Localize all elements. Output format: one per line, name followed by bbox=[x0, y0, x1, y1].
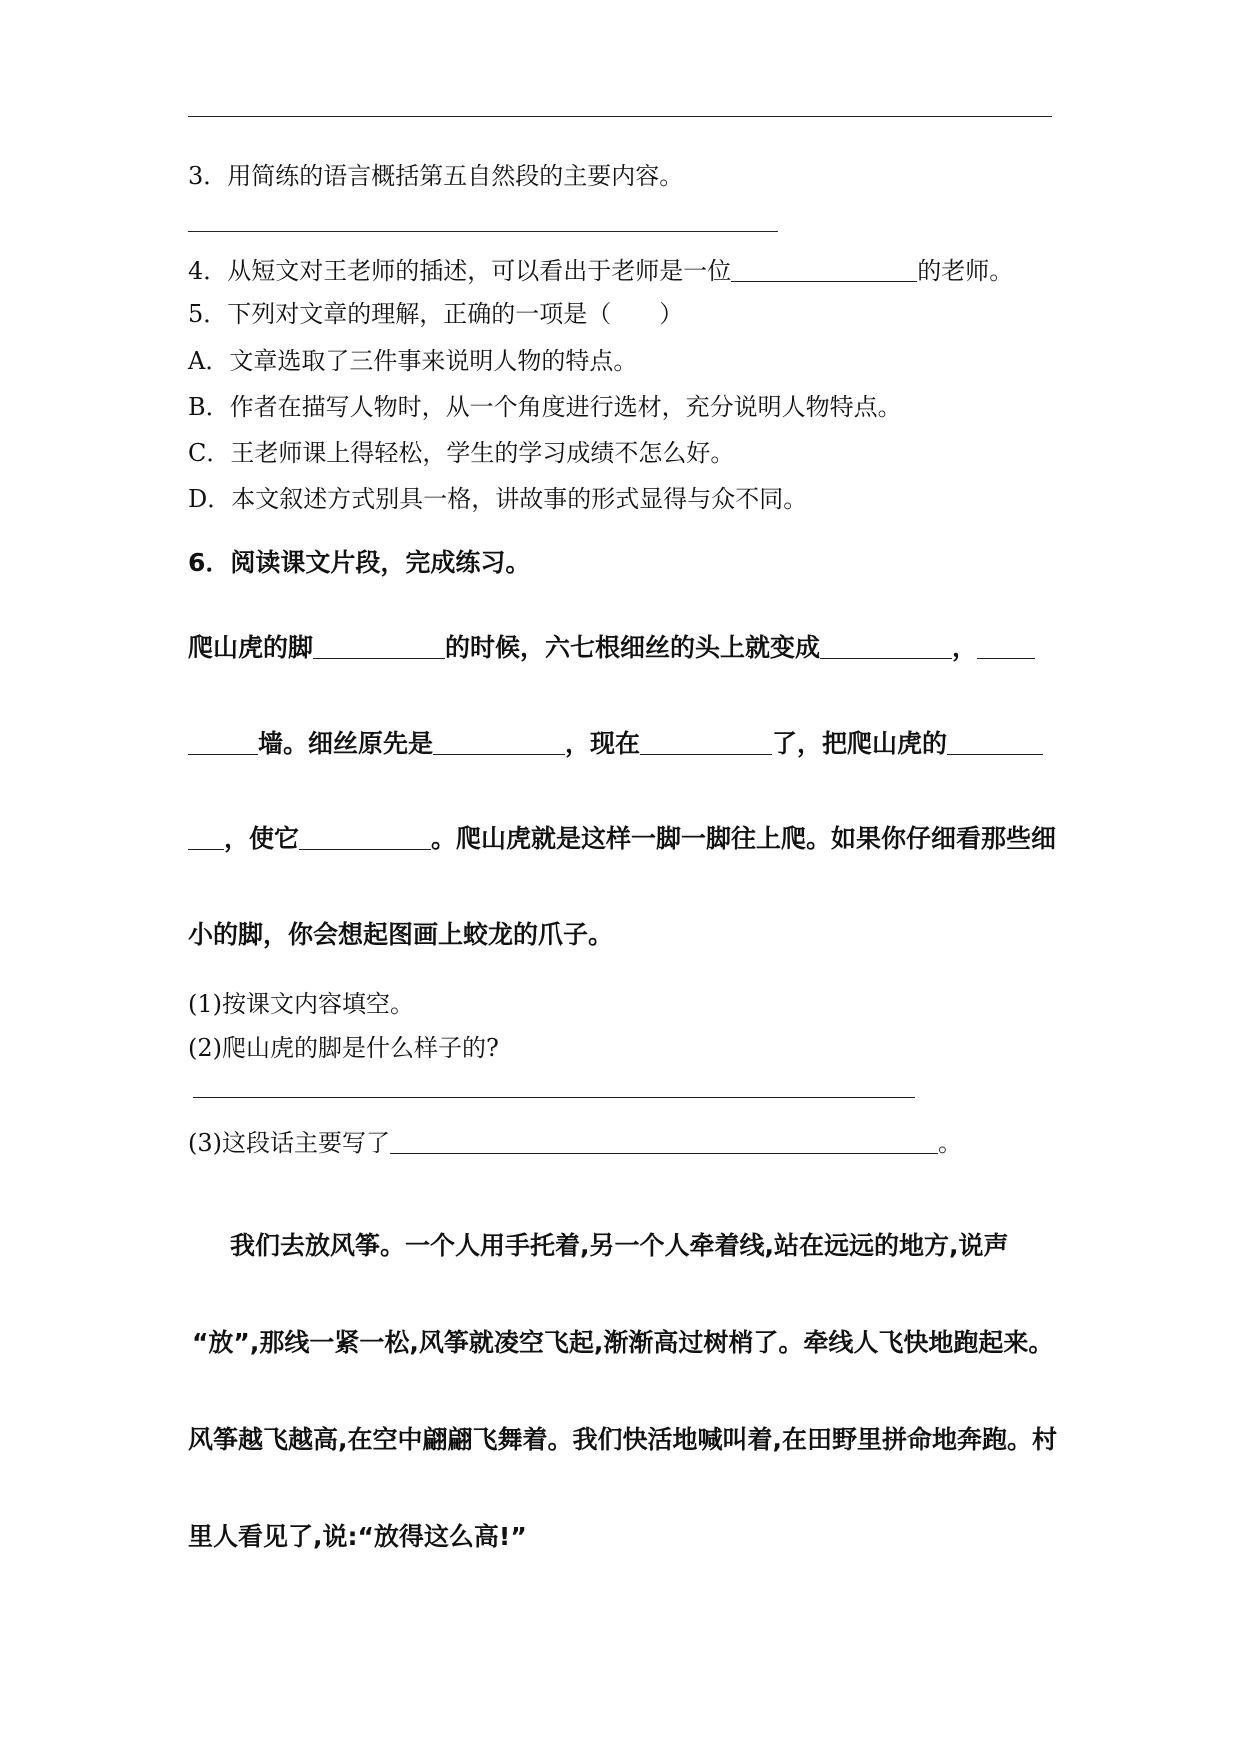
option-c: C．王老师课上得轻松，学生的学习成绩不怎么好。 bbox=[188, 439, 735, 467]
passage-blank-2 bbox=[820, 632, 952, 659]
passage-line-4: 小的脚，你会想起图画上蛟龙的爪子。 bbox=[188, 920, 614, 949]
passage-text: 。爬山虎就是这样一脚一脚往上爬。如果你仔细看那些细 bbox=[431, 824, 1057, 853]
option-d: D．本文叙述方式别具一格，讲故事的形式显得与众不同。 bbox=[188, 485, 808, 513]
answer-blank-q4 bbox=[731, 255, 917, 282]
answer-line-top bbox=[188, 116, 1052, 117]
passage-blank-3-continued bbox=[188, 728, 258, 755]
kite-passage-line-1: 我们去放风筝。一个人用手托着,另一个人牵着线,站在远远的地方,说声 bbox=[230, 1231, 1009, 1260]
question-6-title: 6．阅读课文片段，完成练习。 bbox=[188, 548, 531, 577]
sub-question-1: (1)按课文内容填空。 bbox=[188, 990, 414, 1018]
sub-question-3-text-before: (3)这段话主要写了 bbox=[188, 1129, 390, 1157]
passage-text: 墙。细丝原先是 bbox=[258, 729, 434, 758]
question-4-text-after: 的老师。 bbox=[917, 257, 1014, 285]
sub-question-3 bbox=[188, 1127, 962, 1158]
sub-question-3-text-after: 。 bbox=[938, 1129, 962, 1157]
passage-text: ，使它 bbox=[224, 824, 300, 853]
kite-passage-line-4: 里人看见了,说:“放得这么高!” bbox=[188, 1522, 527, 1551]
answer-line-q3 bbox=[188, 231, 778, 232]
option-b: B．作者在描写人物时，从一个角度进行选材，充分说明人物特点。 bbox=[188, 393, 902, 421]
passage-blank-3 bbox=[977, 632, 1035, 659]
passage-blank-4 bbox=[433, 728, 565, 755]
passage-blank-6-continued bbox=[188, 823, 224, 850]
passage-blank-5 bbox=[640, 728, 772, 755]
answer-line-sub2 bbox=[193, 1097, 915, 1098]
passage-blank-7 bbox=[299, 823, 431, 850]
answer-blank-sub3 bbox=[390, 1127, 938, 1154]
question-5-stem: 5．下列对文章的理解，正确的一项是（ ） bbox=[188, 300, 684, 328]
kite-passage-line-3: 风筝越飞越高,在空中翩翩飞舞着。我们快活地喊叫着,在田野里拼命地奔跑。村 bbox=[188, 1425, 1057, 1454]
kite-passage-line-2: “放”,那线一紧一松,风筝就凌空飞起,渐渐高过树梢了。牵线人飞快地跑起来。 bbox=[192, 1328, 1054, 1357]
passage-text: ， bbox=[952, 633, 978, 662]
option-a: A．文章选取了三件事来说明人物的特点。 bbox=[188, 347, 638, 375]
passage-line-2 bbox=[188, 728, 1043, 759]
passage-line-1 bbox=[188, 632, 1035, 663]
question-4-text-before: 4．从短文对王老师的插述，可以看出于老师是一位 bbox=[188, 257, 732, 285]
question-3: 3．用简练的语言概括第五自然段的主要内容。 bbox=[188, 162, 684, 190]
passage-blank-1 bbox=[313, 632, 445, 659]
passage-text: ，现在 bbox=[565, 729, 641, 758]
passage-text: 的时候，六七根细丝的头上就变成 bbox=[445, 633, 821, 662]
sub-question-2: (2)爬山虎的脚是什么样子的? bbox=[188, 1034, 499, 1062]
passage-blank-6 bbox=[947, 728, 1043, 755]
question-4 bbox=[188, 255, 1013, 286]
passage-line-3 bbox=[188, 823, 1056, 854]
passage-text: 爬山虎的脚 bbox=[188, 633, 314, 662]
passage-text: 了，把爬山虎的 bbox=[772, 729, 948, 758]
